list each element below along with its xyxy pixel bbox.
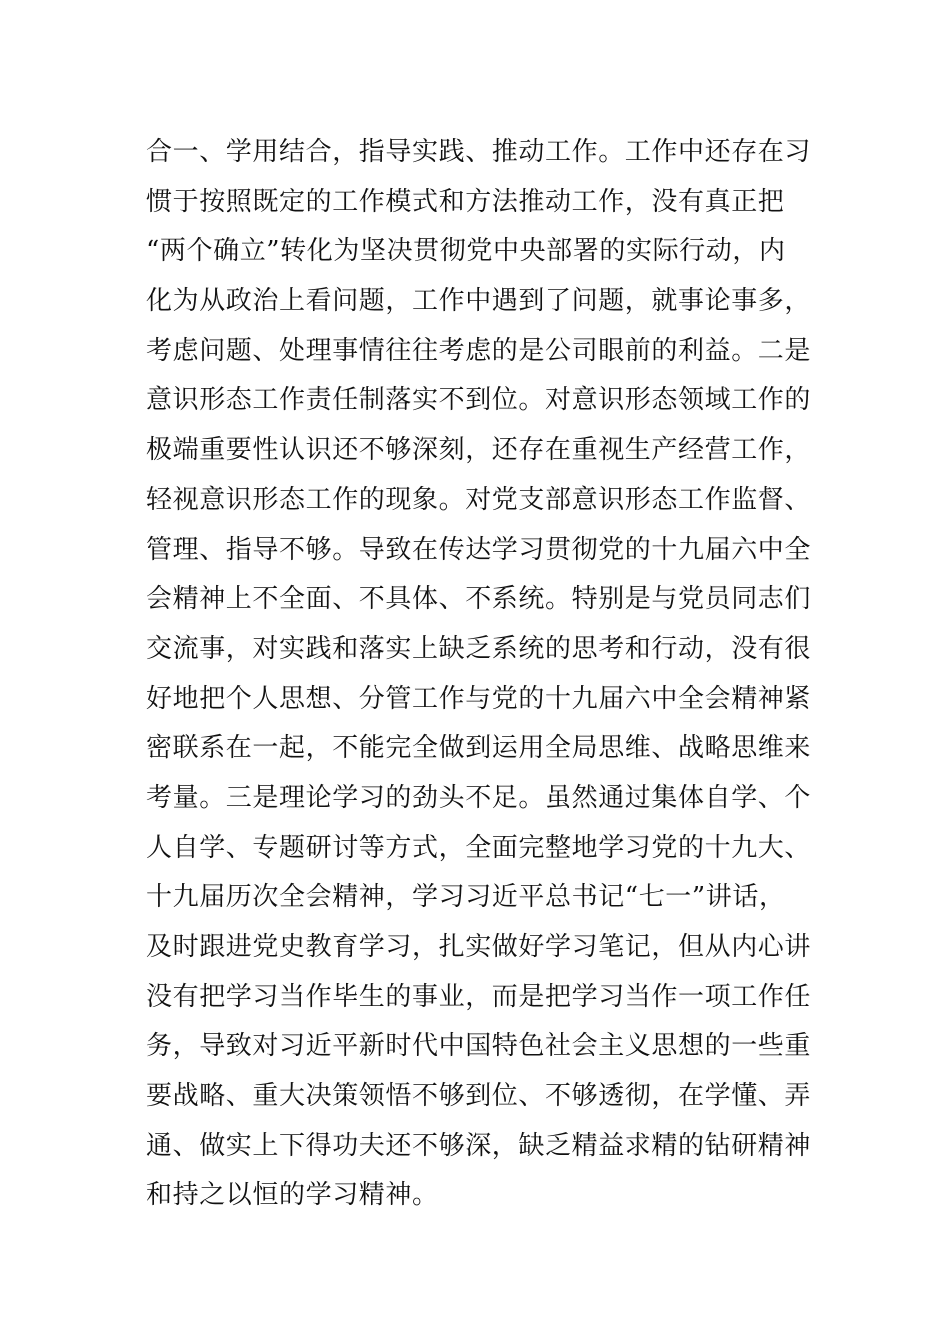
text-line: 惯于按照既定的工作模式和方法推动工作，没有真正把 (146, 186, 785, 217)
text-line: 人自学、专题研讨等方式，全面完整地学习党的十九大、 (146, 832, 812, 863)
text-line: 管理、指导不够。导致在传达学习贯彻党的十九届六中全 (146, 534, 812, 565)
text-line: 和持之以恒的学习精神。 (146, 1180, 439, 1211)
text-line: “两个确立”转化为坚决贯彻党中央部署的实际行动，内 (146, 236, 786, 267)
body-paragraph (146, 128, 816, 1221)
text-line: 考虑问题、处理事情往往考虑的是公司眼前的利益。二是 (146, 335, 812, 366)
text-line: 考量。三是理论学习的劲头不足。虽然通过集体自学、个 (146, 782, 812, 813)
text-line: 意识形态工作责任制落实不到位。对意识形态领域工作的 (146, 385, 812, 416)
text-line: 合一、学用结合，指导实践、推动工作。工作中还存在习 (146, 137, 812, 167)
text-line: 没有把学习当作毕生的事业，而是把学习当作一项工作任 (146, 981, 812, 1012)
text-line: 好地把个人思想、分管工作与党的十九届六中全会精神紧 (146, 683, 812, 714)
text-line: 密联系在一起，不能完全做到运用全局思维、战略思维来 (146, 733, 812, 764)
text-line: 要战略、重大决策领悟不够到位、不够透彻，在学懂、弄 (146, 1081, 812, 1112)
text-line: 会精神上不全面、不具体、不系统。特别是与党员同志们 (146, 584, 812, 615)
text-line: 通、做实上下得功夫还不够深，缺乏精益求精的钻研精神 (146, 1130, 812, 1161)
text-line: 交流事，对实践和落实上缺乏系统的思考和行动，没有很 (146, 633, 812, 664)
text-line: 务，导致对习近平新时代中国特色社会主义思想的一些重 (146, 1031, 812, 1062)
text-line: 极端重要性认识还不够深刻，还存在重视生产经营工作， (146, 435, 812, 466)
text-line: 轻视意识形态工作的现象。对党支部意识形态工作监督、 (146, 484, 812, 515)
text-line: 及时跟进党史教育学习，扎实做好学习笔记，但从内心讲 (146, 932, 812, 962)
text-line: 化为从政治上看问题，工作中遇到了问题，就事论事多， (146, 286, 812, 317)
text-line: 十九届历次全会精神，学习习近平总书记“七一”讲话， (146, 882, 786, 913)
